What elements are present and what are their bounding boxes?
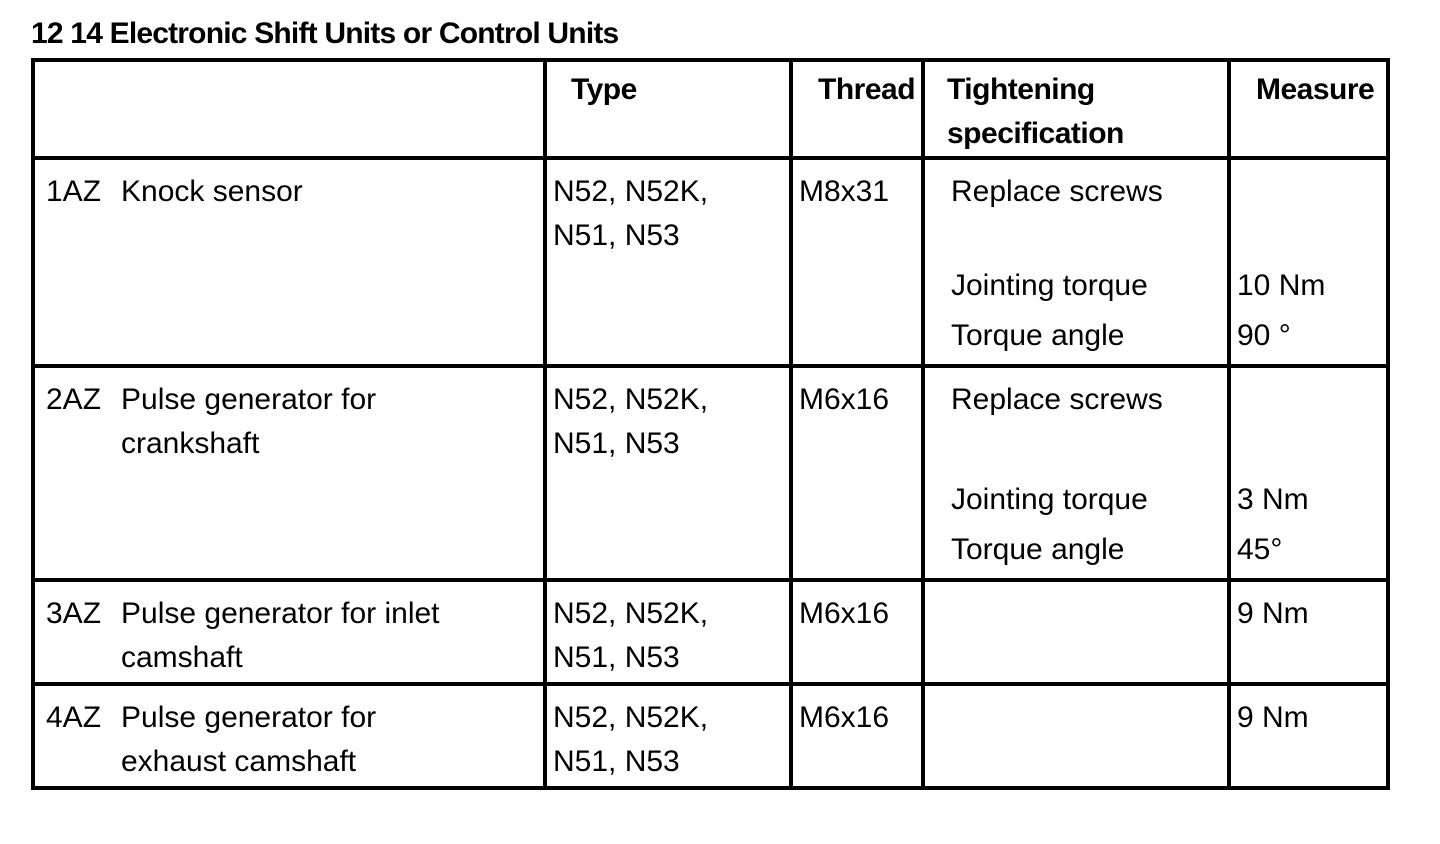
thread-cell: M6x16 [791, 684, 923, 788]
tightening-spec-cell: Replace screws Jointing torque Torque angle [923, 366, 1229, 580]
thread-cell: M8x31 [791, 158, 923, 366]
item-code: 4AZ [46, 701, 102, 734]
item-description: Pulse generator for [121, 701, 377, 734]
header-thread: Thread [791, 60, 923, 158]
tightening-spec-cell: Replace screws Jointing torque Torque angle [923, 158, 1229, 366]
type-cell: N52, N52K, N51, N53 [545, 158, 791, 366]
measure-cell: 9 Nm [1229, 684, 1388, 788]
type-cell: N52, N52K, N51, N53 [545, 580, 791, 684]
type-cell: N52, N52K, N51, N53 [545, 684, 791, 788]
item-code: 3AZ [46, 597, 102, 630]
table-row [33, 158, 1388, 366]
table-row [33, 684, 1388, 788]
item-cell: 4AZ Pulse generator for exhaust camshaft [33, 684, 545, 788]
measure-cell: 9 Nm [1229, 580, 1388, 684]
item-cell: 3AZ Pulse generator for inlet camshaft [33, 580, 545, 684]
thread-cell: M6x16 [791, 580, 923, 684]
item-code: 1AZ [46, 175, 102, 208]
header-type: Type [545, 60, 791, 158]
item-cell: 2AZ Pulse generator for crankshaft [33, 366, 545, 580]
table-row [33, 580, 1388, 684]
item-code: 2AZ [46, 383, 102, 416]
item-cell [33, 158, 545, 366]
tightening-spec-cell [923, 684, 1229, 788]
thread-cell: M6x16 [791, 366, 923, 580]
item-description: Pulse generator for [121, 383, 377, 416]
header-measure: Measure [1229, 60, 1388, 158]
header-tightening-specification: Tightening specification [923, 60, 1229, 158]
item-description: Knock sensor [121, 175, 303, 208]
measure-cell: 3 Nm 45° [1229, 366, 1388, 580]
measure-cell: 10 Nm 90 ° [1229, 158, 1388, 366]
table-row [33, 366, 1388, 580]
type-cell: N52, N52K, N51, N53 [545, 366, 791, 580]
header-item [33, 60, 545, 158]
tightening-spec-cell [923, 580, 1229, 684]
table-header-row [33, 60, 1388, 158]
specification-table [31, 58, 1390, 790]
page-title: 12 14 Electronic Shift Units or Control Units [31, 17, 619, 50]
item-description: Pulse generator for inlet [121, 597, 440, 630]
